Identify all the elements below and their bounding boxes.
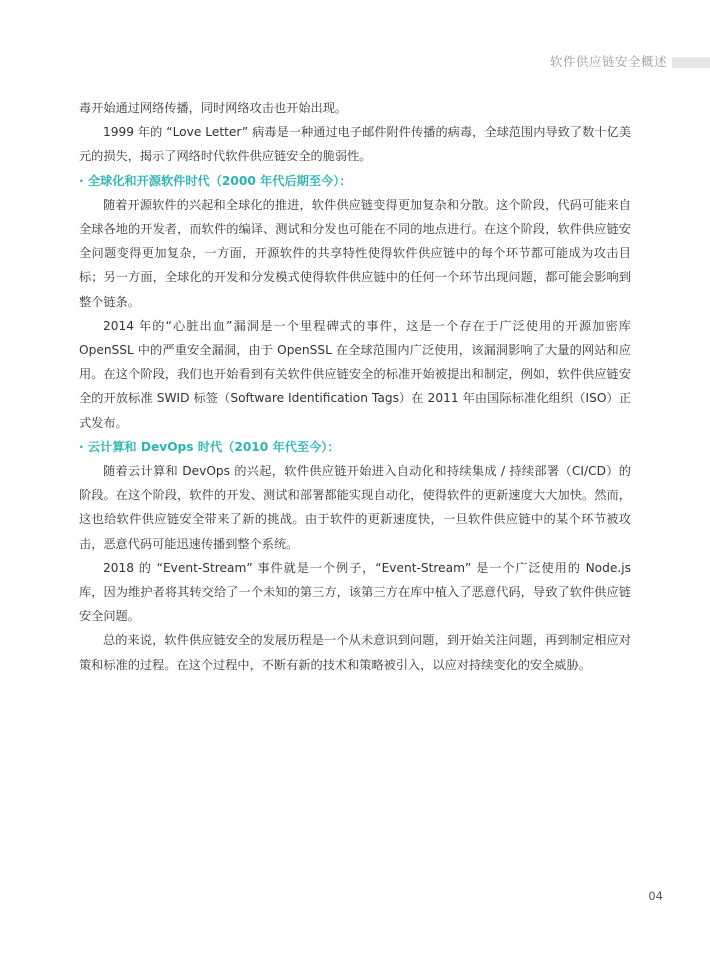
paragraph-summary: 总的来说，软件供应链安全的发展历程是一个从未意识到问题，到开始关注问题，再到制定相应对策和标准的过程。在这个过程中，不断有新的技术和策略被引入，以应对持续变化的安全威胁。 [79,633,631,672]
section-heading-cloud-devops: · 云计算和 DevOps 时代（2010 年代至今）： [79,439,340,454]
paragraph-devops: 随着云计算和 DevOps 的兴起，软件供应链开始进入自动化和持续集成 / 持续部署（CI/CD）的阶段。在这个阶段，软件的开发、测试和部署都能实现自动化，使得软件的更新速度大大加快。然而，这也给软件供应链安全带来了新的挑战。由于软件的更新速度快，一旦软件供应链中的某个环节被攻击，恶意代码可能迅速传播到整个系统。 [79,464,631,551]
header-title: 软件供应链安全概述 [549,54,667,69]
article-body [79,96,631,677]
page-number: 04 [648,889,663,903]
paragraph-love-letter: 1999 年的 “Love Letter” 病毒是一种通过电子邮件附件传播的病毒，全球范围内导致了数十亿美元的损失，揭示了网络时代软件供应链安全的脆弱性。 [79,125,631,164]
section-heading-globalization: · 全球化和开源软件时代（2000 年代后期至今）： [79,173,352,188]
paragraph-continuation: 毒开始通过网络传播，同时网络攻击也开始出现。 [79,101,348,115]
paragraph-heartbleed: 2014 年的“心脏出血”漏洞是一个里程碑式的事件，这是一个存在于广泛使用的开源加密库 OpenSSL 中的严重安全漏洞，由于 OpenSSL 在全球范围内广泛使用，该漏洞影响了大量的网站和应用。在这个阶段，我们也开始看到有关软件供应链安全的标准开始被提出和制定，例如，软件供应链安全的开放标准 SWID 标签（Software Identification Tags）在 2011 年由国际标准化组织（ISO）正式发布。 [79,318,631,430]
header-decor-bar [672,57,710,68]
paragraph-event-stream: 2018 的 “Event-Stream” 事件就是一个例子，“Event-Stream” 是一个广泛使用的 Node.js 库，因为维护者将其转交给了一个未知的第三方，该第三方在库中植入了恶意代码，导致了软件供应链安全问题。 [79,560,631,624]
paragraph-open-source: 随着开源软件的兴起和全球化的推进，软件供应链变得更加复杂和分散。这个阶段，代码可能来自全球各地的开发者，而软件的编译、测试和分发也可能在不同的地点进行。在这个阶段，软件供应链安全问题变得更加复杂，一方面，开源软件的共享特性使得软件供应链中的每个环节都可能成为攻击目标；另一方面，全球化的开发和分发模式使得软件供应链中的任何一个环节出现问题，都可能会影响到整个链条。 [79,197,631,309]
